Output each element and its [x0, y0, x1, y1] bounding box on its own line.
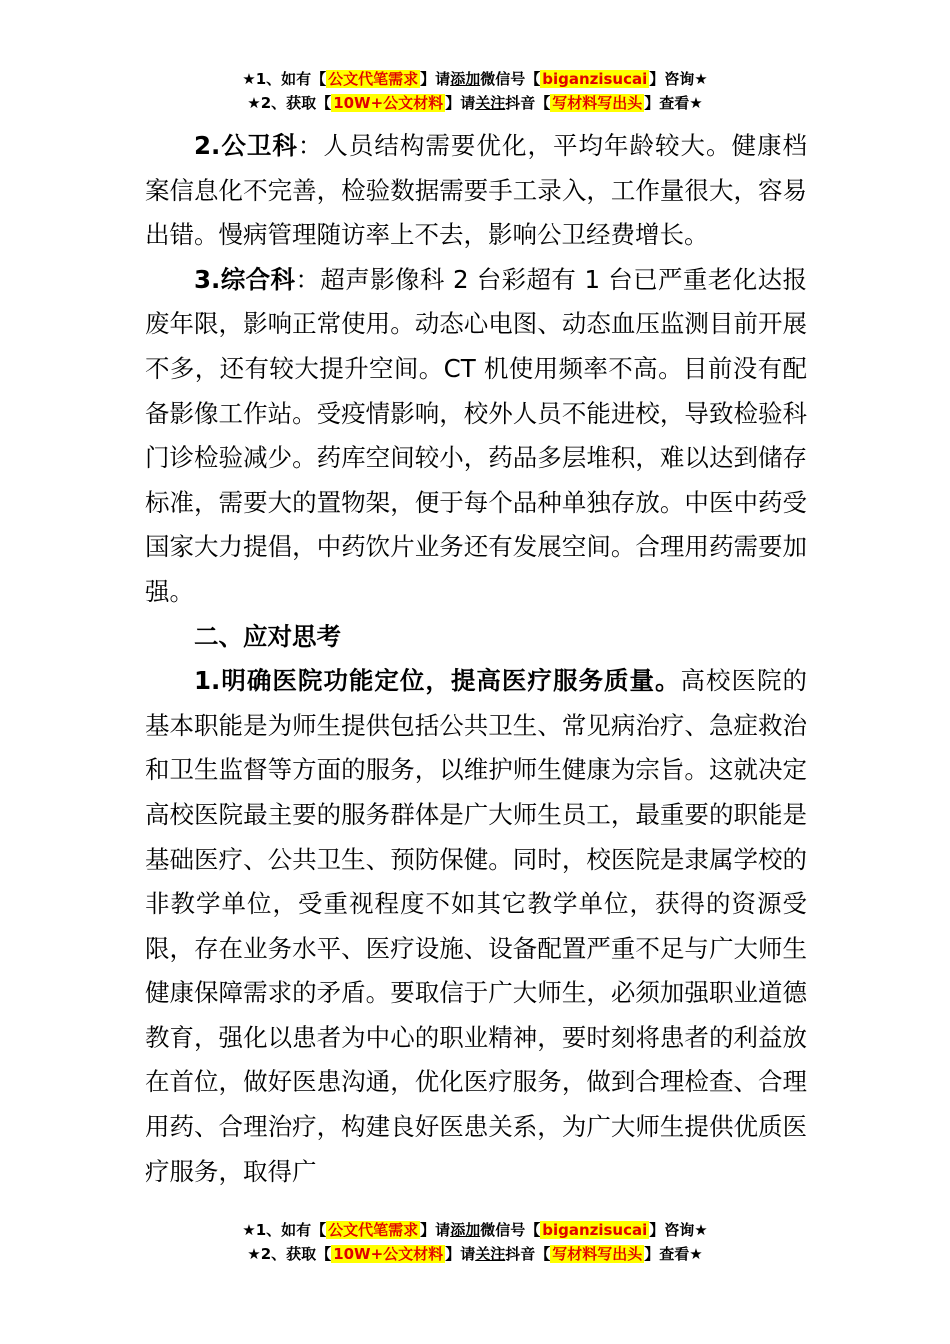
- douyin-id: 写材料写出头: [552, 1245, 643, 1263]
- star-icon: ★: [242, 70, 256, 88]
- paragraph-lead: 2.公卫科: [194, 131, 298, 160]
- banner-line-2: [0, 1242, 950, 1266]
- banner-text: 2、获取【: [260, 1245, 332, 1263]
- banner-text: 】查看★: [644, 1245, 703, 1263]
- banner-text: 】请: [445, 94, 476, 112]
- paragraph-text: ：人员结构需要优化，平均年龄较大。健康档案信息化不完善，检验数据需要手工录入，工作量很大，容易出错。慢病管理随访率上不去，影响公卫经费增长。: [145, 131, 808, 250]
- paragraph: [145, 124, 807, 258]
- paragraph-lead: 1.明确医院功能定位，提高医疗服务质量。: [194, 666, 681, 696]
- banner-text: 抖音【: [505, 1245, 551, 1263]
- banner-line-1: [0, 67, 950, 91]
- section-heading: [145, 615, 807, 660]
- banner-text: 】请: [420, 70, 451, 88]
- banner-text: 】咨询★: [649, 70, 708, 88]
- banner-text: 】咨询★: [649, 1221, 708, 1239]
- douyin-id: 写材料写出头: [552, 94, 643, 112]
- highlight-text: 10W+公文材料: [333, 1245, 444, 1263]
- wechat-id: biganzisucai: [542, 70, 648, 88]
- section-heading-text: 二、应对思考: [194, 621, 341, 651]
- banner-line-1: [0, 1218, 950, 1242]
- star-icon: ★: [247, 1245, 261, 1263]
- banner-text: 微信号【: [480, 1221, 541, 1239]
- document-body: [145, 124, 807, 1194]
- underlined-text: 添加: [450, 1221, 481, 1239]
- wechat-id: biganzisucai: [542, 1221, 648, 1239]
- banner-text: 】查看★: [644, 94, 703, 112]
- banner-text: 1、如有【: [255, 1221, 327, 1239]
- paragraph: [145, 258, 807, 615]
- header-banner: [0, 67, 950, 115]
- banner-text: 1、如有【: [255, 70, 327, 88]
- banner-text: 抖音【: [505, 94, 551, 112]
- underlined-text: 关注: [475, 94, 506, 112]
- banner-text: 】请: [420, 1221, 451, 1239]
- underlined-text: 关注: [475, 1245, 506, 1263]
- banner-text: 2、获取【: [260, 94, 332, 112]
- banner-text: 微信号【: [480, 70, 541, 88]
- banner-line-2: [0, 91, 950, 115]
- paragraph-lead: 3.综合科: [194, 264, 296, 294]
- paragraph-text: 高校医院的基本职能是为师生提供包括公共卫生、常见病治疗、急症救治和卫生监督等方面的服务，以维护师生健康为宗旨。这就决定高校医院最主要的服务群体是广大师生员工，最重要的职能是基础医疗、公共卫生、预防保健。同时，校医院是隶属学校的非教学单位，受重视程度不如其它教学单位，获得的资源受限，存在业务水平、医疗设施、设备配置严重不足与广大师生健康保障需求的矛盾。要取信于广大师生，必须加强职业道德教育，强化以患者为中心的职业精神，要时刻将患者的利益放在首位，做好医患沟通，优化医疗服务，做到合理检查、合理用药、合理治疗，构建良好医患关系，为广大师生提供优质医疗服务，取得广: [145, 666, 807, 1186]
- paragraph: [145, 659, 807, 1194]
- banner-text: 】请: [445, 1245, 476, 1263]
- highlight-text: 公文代笔需求: [328, 1221, 419, 1239]
- footer-banner: [0, 1218, 950, 1266]
- paragraph-text: ：超声影像科 2 台彩超有 1 台已严重老化达报废年限，影响正常使用。动态心电图、动态血压监测目前开展不多，还有较大提升空间。CT 机使用频率不高。目前没有配备影像工作站。受疫情影响，校外人员不能进校，导致检验科门诊检验减少。药库空间较小，药品多层堆积，难以达到储存标准，需要大的置物架，便于每个品种单独存放。中医中药受国家大力提倡，中药饮片业务还有发展空间。合理用药需要加强。: [145, 264, 808, 606]
- star-icon: ★: [247, 94, 261, 112]
- underlined-text: 添加: [450, 70, 481, 88]
- highlight-text: 公文代笔需求: [328, 70, 419, 88]
- star-icon: ★: [242, 1221, 256, 1239]
- highlight-text: 10W+公文材料: [333, 94, 444, 112]
